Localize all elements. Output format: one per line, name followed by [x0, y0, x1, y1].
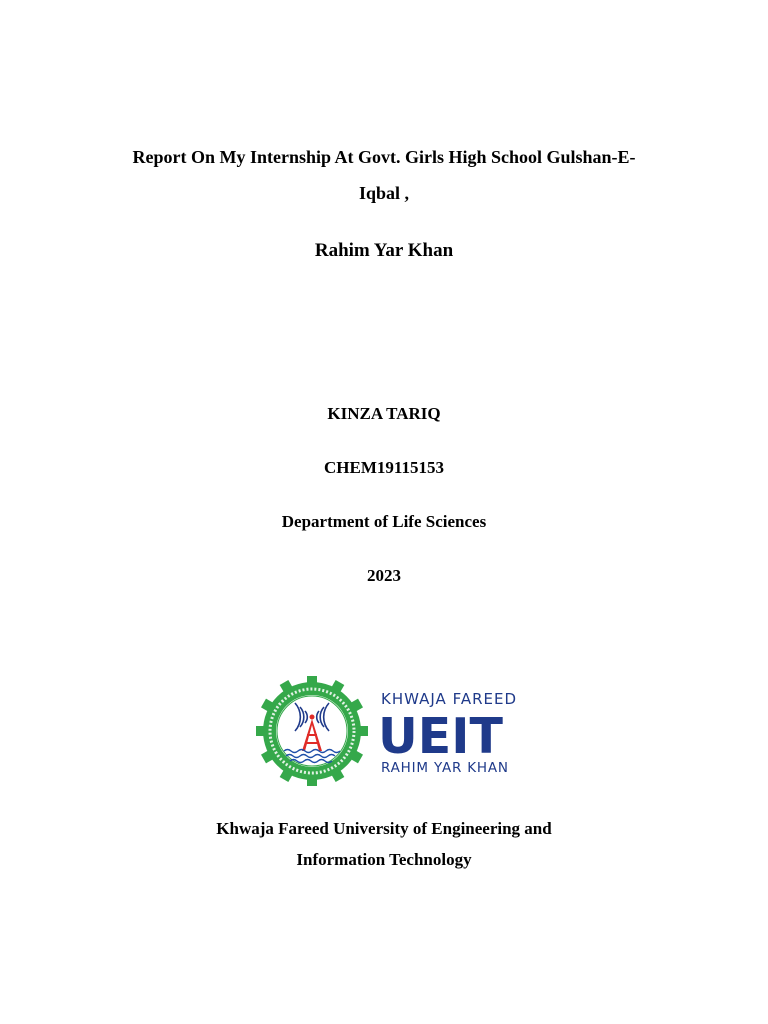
report-title-line-1: Report On My Internship At Govt. Girls High School Gulshan-E- [132, 147, 636, 167]
wordmark-top: KHWAJA FAREED [381, 690, 518, 708]
report-title-line-2: Iqbal , [358, 183, 410, 203]
ueit-logo-graphic [254, 676, 520, 786]
university-name-line-1: Khwaja Fareed University of Engineering and [216, 819, 552, 838]
student-name: KINZA TARIQ [327, 404, 441, 423]
wordmark-bottom: RAHIM YAR KHAN [381, 760, 509, 776]
roll-number: CHEM19115153 [324, 458, 444, 477]
report-year: 2023 [367, 566, 401, 585]
university-name-line-2: Information Technology [296, 850, 472, 869]
department-name: Department of Life Sciences [281, 512, 487, 531]
university-logo [254, 676, 520, 786]
wordmark-main: UEIT [378, 708, 503, 765]
report-title-line-3: Rahim Yar Khan [314, 240, 454, 261]
seal-emblem [256, 676, 368, 786]
